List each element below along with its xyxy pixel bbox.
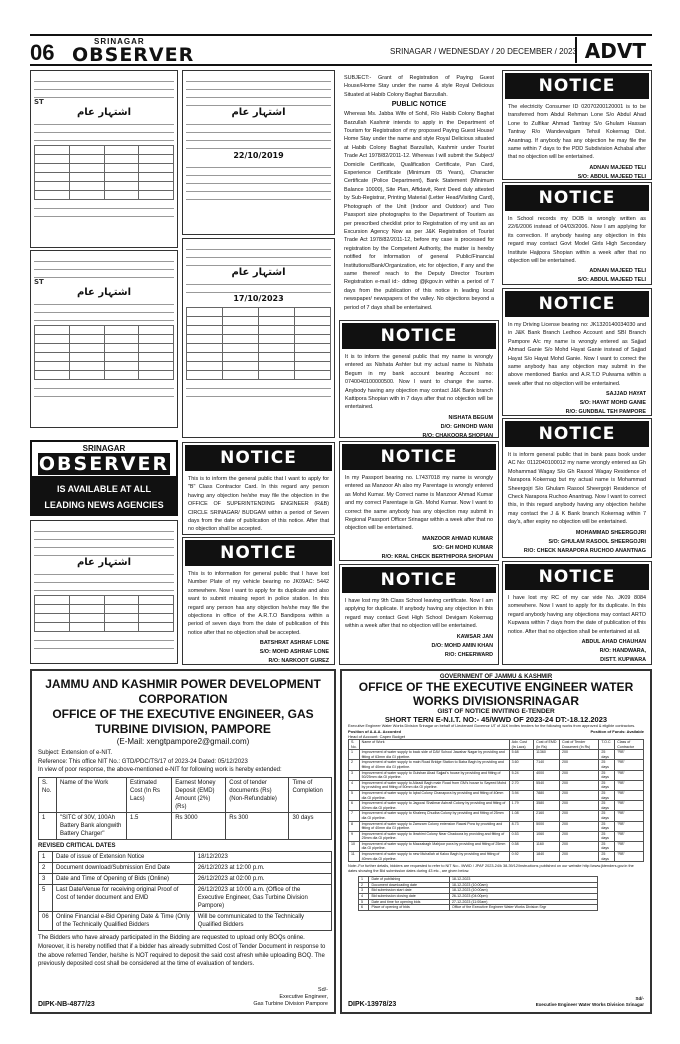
ww-schedule-cell: 2 [359,882,369,888]
ww-cell: "RB" [615,770,644,780]
notice-sig-3: R/O: CHAKOORA SHOPIAN [422,432,493,438]
notice-sig-2: S/O: MOHD ASHRAF LONE [259,649,329,656]
gt-signature [253,987,328,1008]
gt-col-header: Estimated Cost (In Rs Lacs) [127,777,172,812]
ww-cell: "RB" [615,821,644,831]
dateline: SRINAGAR / WEDNESDAY / 20 DECEMBER / 2023 [390,47,577,56]
ww-cell: 1060 [534,831,560,841]
ww-schedule-cell: 26-12-2023 (04:00pm) [449,894,597,900]
urdu-code: ST [34,98,44,106]
ww-cell: 1.79 [509,801,534,811]
page-header [30,34,652,66]
ww-cell: 1160 [534,841,560,851]
notice-sig-1: BATSHRAT ASHRAF LONE [259,640,329,647]
ww-cell: 11360 [534,750,560,760]
ww-cell: 5 [349,790,360,800]
notice-title: NOTICE [505,564,649,590]
urdu-notice-1 [30,70,178,248]
notice-sig-1: SAJJAD HAYAT [606,391,646,398]
table-row [349,801,644,811]
urdu-heading: اشتہار عام [76,287,132,298]
table-row [359,905,598,911]
table-row [349,760,644,770]
gt-date-cell: 26/12/2023 at 10:00 a.m. (Office of the Executive Engineer, Gas Turbine Division Pampore) [194,885,331,912]
urdu-notice-3 [182,70,335,235]
ww-cell: "RB" [615,852,644,862]
ww-cell: 7140 [534,760,560,770]
ww-pos-funds: Position of Funds: Available [590,729,644,734]
ww-schedule-cell: Bid submission start date [369,888,450,894]
ww-col-header: Cost of EMD (In Rs) [534,740,560,750]
gh-subject: SUBJECT:- Grant of Registration of Paying Guest House/Home Stay under the name & style Royal Delicious Situated at Habib Colony Baghat Barzullah. [344,75,494,98]
ww-cell: 25 days [599,760,615,770]
ww-cell: 1 [349,750,360,760]
ww-cell: 25 days [599,811,615,821]
notice-school-cert [339,564,499,665]
urdu-notice-4 [182,238,335,438]
notice-sig-2: S/O: ABDUL MAJEED TELI [577,173,646,180]
promo-text: IS AVAILABLE AT ALL LEADING NEWS AGENCIES [32,476,176,516]
ww-schedule-cell: 27-12-2023 (11:00am) [449,899,597,905]
notice-sig-3: R/O: NARKOOT GUREZ [268,658,329,665]
gt-date-cell: 5 [39,885,53,912]
notice-title: NOTICE [505,185,649,211]
gt-date-cell: 2 [39,863,53,874]
ww-dipk: DIPK-13978/23 [348,1001,397,1008]
notice-body: It is to inform the general public that my name is wrongly entered as Nishata Ashter but my actual name is Nishata Begum in my bank account bearing Account no: 0740040100000500. Now I want to change the same. Anybody having any objection may contact J&K Bank branch Kattipora Shopian with in 7 days after that no objection will be entertained. [345,354,493,411]
ww-cell: 25 days [599,852,615,862]
ww-cell: Improvement of water supply to Mazzabagh Mahjoor pora by providing and fitting of 25mm dia GI pipeline. [359,841,509,851]
ww-col-header: T.O.C [599,740,615,750]
gt-cell: 30 days [289,812,332,839]
notice-sig-2: S/O: GHULAM RASOOL SHEERGOJRI [548,538,646,545]
ww-schedule-cell: 1 [359,877,369,883]
urdu-notice-2 [30,250,178,428]
urdu-table [34,325,174,380]
notice-number-plate [182,537,335,665]
notice-pass-book [502,418,652,558]
notice-body: This is to inform the general public that I want to apply for "B" Class Contractor Card. In this regard any person having any objection he/she may file the objection in the OFFICE OF SUPERINTENDING ENGINEER (R&B) CIRCLE SRINAGAR/ BUDGAM within a period of Seven days from the date of publication of this notice. After that no objection shall be accepted. [188,476,329,533]
urdu-table [34,145,174,200]
urdu-date: 17/10/2023 [233,294,284,303]
ww-schedule-cell: Place of opening of bids [369,905,450,911]
ww-schedule-cell: Date of publishing [369,877,450,883]
gt-date-cell: Online Financial e-Bid Opening Date & Time (Only of the Technically Qualified Bidders [53,912,195,931]
ww-cell: 0.53 [509,831,534,841]
notice-sig-2: S/O: GH MOHD KUMAR [432,544,493,551]
gt-work-table [38,777,332,840]
gt-cell: Rs 300 [226,812,289,839]
ww-cell: "RB" [615,780,644,790]
gt-date-cell: 26/12/2023 at 02:00 p.m. [194,874,331,885]
urdu-heading: اشتہار عام [231,267,286,278]
ww-col-header: Class of Contractor [615,740,644,750]
ww-cell: 4000 [534,770,560,780]
ww-pos-aaa: Position of A.A.A. Accorded [348,729,402,734]
ww-cell: Improvement of water supply to main Road Bridge Station to Baba Bagh by providing and fitting of 40mm dia GI pipeline. [359,760,509,770]
notice-sig-2: S/O: ABDUL MAJEED TELI [577,277,646,284]
ww-cell: 200 [560,770,599,780]
ww-cell: "RB" [615,750,644,760]
gt-col-header: S. No. [39,777,57,812]
notice-body: The electricity Consumer ID 02070200120001 is to be transferred from Abdul Rehman Lone S/o Abdul Ahad Lone to Zulfikar Ahmad Tantray S/o Ghulam Hassan Tantray R/o Wandevalgam Tehsil Kokernag Dist. Anantnag. If anybody has any objection he may file the same within 7 days to the PDD Subdivision Achabal after that no objection will be entertained. [508,104,646,161]
notice-sig-1: MOHAMMAD SHEERGOJRI [575,529,646,536]
ww-cell: 3580 [534,801,560,811]
notice-sig-1: MANZOOR AHMAD KUMAR [422,535,493,542]
ww-schedule-cell: Bid submission closing date [369,894,450,900]
notice-body: I have lost my 9th Class School leaving certificate. Now I am applying for duplicate. If anybody having any objection in this regard may contact Govt High School Devigam Kokernag within a week after that no objection will be entertained. [345,598,493,630]
ww-title: OFFICE OF THE EXECUTIVE ENGINEER WATER WORKS DIVISIONSRINAGAR [358,680,634,708]
ww-schedule-cell: 5 [359,899,369,905]
ww-schedule-cell: 18-12-2023 (10:00am) [449,882,597,888]
ww-cell: 3.94 [509,790,534,800]
notice-dob [502,182,652,285]
ww-schedule-cell: 18-12-2023 (10:00am) [449,888,597,894]
urdu-notice-5 [30,520,178,664]
ww-cell: 25 days [599,750,615,760]
section-label: ADVT [575,37,652,63]
ww-cell: 6 [349,801,360,811]
ww-cell: Improvement of water supply to Iqbal Colony Chanapora by providing and fitting of 40mm dia GI pipeline. [359,790,509,800]
gt-cell: 1.5 [127,812,172,839]
ww-cell: 2.70 [509,780,534,790]
gt-date-cell: Document download/Submission End Date [53,863,195,874]
table-row [349,790,644,800]
table-row [349,841,644,851]
ww-col-header: Adv. Cost (In Lacs) [509,740,534,750]
ww-cell: 1840 [534,852,560,862]
notice-title: NOTICE [505,421,649,447]
notice-sig-3: R/O: GUNDBAL TEH PAMPORE [565,409,646,416]
urdu-table [186,307,331,380]
ww-cell: 3.60 [509,760,534,770]
ww-cell: 8.73 [509,821,534,831]
gt-date-cell: 18/12/2023 [194,852,331,863]
gt-subject: Subject: Extension of e-NIT. [38,750,113,756]
ww-sig-line: Sd/- [635,996,644,1001]
notice-sig-1: NISHATA BEGUM [448,414,493,421]
notice-sig-2: R/O: HANDWARA, [599,648,646,655]
gt-date-cell: Will be communicated to the Technically Qualified Bidders [194,912,331,931]
ww-intro: Executive Engineer Water Works Division Srinagar on behalf of Lieutenant Governor UT of J&K invites tenders for the following works from approved & eligible contractors. [348,724,636,728]
notice-title: NOTICE [342,444,496,470]
ww-cell: Improvement of water supply to Khaleeq Chudba Colony by providing and fitting of 25mm dia GI pipeline. [359,811,509,821]
notice-sig-3: R/O: KRAL CHECK BERTHIPORA SHOPIAN [381,553,493,560]
ww-cell: 5540 [534,780,560,790]
gh-body: Whereas Ms. Jabba Wife of Sohil, R/o Habib Colony Baghat Barzullah Kashmir intends to apply in the Department of Tourism for Registration of my proposed Paying Guest House/ Home Stay under the name and style Royal Delicious situated at Habib Colony Baghat Barzullah, Kashmir under Tourist Trade Act 1978/82/2011-12. Whereas I will submit the Subject/ Domicile Certificate, Qualification Certificate, Pan Card, Experience Certificate (Minimum 05 Years), Character Certificate (Police Department), Bank Statement (Minimum Balance 10000), Site Plan, Affidavit, Rent Deed duly attested by Sub-Registrar, Printing Material (Letter Head/Visiting Card), Photograph of the Unit (Indoor and Outdoor) and Two Passport size photographs to the Department of Tourism as per prescribed checklist prior to Registration of my unit as an Excursion Agency Now as per J&K Registration of Tourist Trade Act 1978/82/2011-12, before my case is processed for registration by the Competent Authority, the matter is hereby notified for information of general Public/Financial Institutions/Bank/Organization, etc for objection, if any and the same thereof reach to the Deputy Director Tourism Registration e-mail id:- ddtreg @jkgov.in within a period of 7 days from the publication of this notice in leading local newspaper/ newspapers of the valley. No objections beyond a period of 7 days shall be entertained. [344,111,494,311]
ww-col-header: S. No. [349,740,360,750]
ww-cell: Improvement of water supply to Jagoosi Shalimar Ashrafi Colony by providing and fitting of 40mm dia GI pipeline. [359,801,509,811]
table-row [349,811,644,821]
promo-small: SRINAGAR [82,444,126,453]
gt-col-header: Name of the Work [57,777,127,812]
gt-sig-line: Gas Turbine Division Pampore [253,1001,328,1007]
ww-cell: "RB" [615,790,644,800]
ww-cell: "RB" [615,760,644,770]
notice-bank-name [339,320,499,438]
gt-date-cell: Date and Time of Opening of Bids (Online) [53,874,195,885]
notice-title: NOTICE [505,73,649,99]
gt-date-cell: Date of issue of Extension Notice [53,852,195,863]
ww-cell: 10 [349,841,360,851]
notice-body: In my Passport bearing no. L7437018 my name is wrongly entered as Manzoor Ah also my Parentage is wrongly entered as Mohd Kumar. My Correct name is Manzoor Ahmad Kumar and my correct Parentage is Gh. Mohd Kumar. Now I want to correct the same anybody has any objection may submit in Regional Passport Officer Srinagar within a week after that no objection will be entertained. [345,475,493,532]
ww-sig-line: Executive Engineer Water Works Division Srinagar [535,1002,644,1007]
ww-cell: 200 [560,811,599,821]
ww-schedule-cell: 18-12-2023 [449,877,597,883]
ww-cell: Improvement of water supply to Ibrahimi Colony Near Chadoora by providing and fitting of 25mm dia GI pipeline. [359,831,509,841]
ww-cell: 5.24 [509,770,534,780]
notice-title: NOTICE [342,323,496,349]
gt-cell: "SITC of 30V, 100Ah Battery Bank alongwith Battery Charger" [57,812,127,839]
gt-intro: In view of poor response, the above-mentioned e-NIT for following work is hereby extended: [38,767,282,774]
gt-col-header: Time of Completion [289,777,332,812]
table-row [349,852,644,862]
ww-cell: Improvement of water supply to Alizadi Bagh main Road from GM's house to Sayeed Mohd by providing and fitting of 50mm dia GI pipeline. [359,780,509,790]
ww-cell: 5000 [534,821,560,831]
ww-cell: 7880 [534,790,560,800]
gt-cell: 1 [39,812,57,839]
notice-rc-lost [502,561,652,665]
notice-sig-3: R/O: CHECK NARAPORA RUCHOO ANANTNAG [523,547,646,554]
ww-cell: 200 [560,801,599,811]
gt-dipk: DIPK-NB-4877/23 [38,1001,95,1008]
ww-cell: 25 days [599,790,615,800]
ww-cell: 200 [560,760,599,770]
gt-email: (E-Mail: xengtpampore2@gmail.com) [116,737,250,746]
ww-cell: "RB" [615,801,644,811]
ww-schedule-table [358,876,598,911]
table-row [349,831,644,841]
table-row [349,770,644,780]
ww-cell: 4 [349,780,360,790]
notice-title: NOTICE [505,291,649,317]
ww-cell: 0.58 [509,841,534,851]
gt-col-header: Cost of tender documents (Rs) (Non-Refundable) [226,777,289,812]
ww-cell: 25 days [599,770,615,780]
urdu-date: 22/10/2019 [233,151,284,160]
ww-cell: "RB" [615,831,644,841]
notice-driving-license [502,288,652,416]
ww-cell: 200 [560,821,599,831]
ww-cell: 25 days [599,831,615,841]
ww-cell: 200 [560,852,599,862]
gt-footer: The Bidders who have already participated in the Bidding are requested to upload only BOQs online. Moreover, it is hereby notified that if a bidder has already submitted Cost of Tender Document in response to the above referred Tender, he/she is NOT required to deposit the said cost afresh while uploading BOQ. The previously deposited cost shall be considered at the time of evaluation of tenders. [38,935,326,968]
table-row [349,821,644,831]
ww-schedule-cell: Office of the Executive Engineer Water Works Division Srgr [449,905,597,911]
masthead [72,38,194,65]
ww-govt: GOVERNMENT OF JAMMU & KASHMIR [439,674,553,680]
urdu-code: ST [34,278,44,286]
promo-big: OBSERVER [38,453,170,475]
guest-house-notice [339,70,499,318]
gt-dates-table [38,851,332,931]
ww-schedule-cell: 4 [359,894,369,900]
ww-cell: "RB" [615,841,644,851]
ww-cell: Improvement of water supply to Zamzam Colony extension Rawal Pora by providing and fitting of 40mm dia GI pipeline. [359,821,509,831]
water-works-tender [340,669,652,1014]
gt-reference: Reference: This office NIT No.: GTD/PDC/TS/17 of 2023-24 Dated: 05/12/2023 [38,758,248,765]
gt-cell: Rs 3000 [172,812,226,839]
ww-cell: "RB" [615,811,644,821]
notice-sig-2: D/O: MOHD AMIN KHAN [431,642,493,649]
gt-date-cell: 1 [39,852,53,863]
ww-cell: 25 days [599,841,615,851]
ww-cell: 25 days [599,780,615,790]
notice-title: NOTICE [185,445,332,471]
notice-contractor-card [182,442,335,535]
gt-sig-line: Executive Engineer, [279,994,328,1000]
observer-promo [30,440,178,516]
notice-sig-1: ADNAN MAJEED TELI [589,268,646,275]
gas-turbine-tender [30,669,336,1014]
notice-sig-3: R/O: CHEERWARD [444,651,493,658]
ww-cell: 200 [560,790,599,800]
ww-cell: 2 [349,760,360,770]
ww-schedule-cell: Document downloading date [369,882,450,888]
notice-body: In School records my DOB is wrongly written as 22/6/2006 instead of 04/03/2006. Now I am applying for its correction. If anybody having any objection in this regard may contact Govt Model Girls High Secondary Institute Hajipora Shopian within a week after that no objection will be entertained. [508,216,646,265]
ww-cell: 200 [560,780,599,790]
ww-cell: 0.92 [509,852,534,862]
ww-schedule-cell: Date and time for opening bids [369,899,450,905]
urdu-heading: اشتہار عام [76,557,132,568]
notice-sig-1: ADNAN MAJEED TELI [589,164,646,171]
gt-title-1: JAMMU AND KASHMIR POWER DEVELOPMENT CORPORATION [45,677,321,706]
notice-body: It is inform general public that in bank pass book under AC No: 0112040100012 my name wrongly entered as Gh Mohammad Wagay S/o Gh Rasool Wagay Residence of Narapora Kokernag but my actual name is Mohammad Sheergojri S/o Ghulam Rasool Sheergojri Residence of Check Narapora Ruchoo Anantnag. Now I want to correct this, in this regard anybody having any objection he/she may contact the J & K Bank branch Kokernag within 7 day's, after expiry no objection will be entertained. [508,452,646,526]
notice-title: NOTICE [342,567,496,593]
table-row [349,750,644,760]
ww-cell: 200 [560,831,599,841]
ww-cell: Improvement of water supply to back side of DAV School Jawahar Nagar by providing and fitting of 63mm dia GI pipeline. [359,750,509,760]
notice-sig-2: S/O: HAYAT MOHD GANIE [579,400,646,407]
gt-date-cell: Last Date/Venue for receiving original Proof of Cost of tender document and EMD [53,885,195,912]
ww-cell: Improvement of water supply to Gulshan Ahad Sajjad's house by providing and fitting of 50/25mm dia GI pipeline. [359,770,509,780]
ww-cell: 11 [349,852,360,862]
notice-title: NOTICE [185,540,332,566]
ww-gist: GIST OF NOTICE INVITING E-TENDER [437,708,555,715]
gt-title-2: OFFICE OF THE EXECUTIVE ENGINEER, GAS TURBINE DIVISION, PAMPORE [52,707,314,736]
ww-note: Note:-For further details, bidders are requested to refer to NIT No:- /WWD / JPAF 2023-24/k 38-39/12/Instructions published on our website http://www.jktenders.gov.in the dates showing the Bid submission dates during 43 etc., are given below. [348,864,634,874]
gt-col-header: Earnest Money Deposit (EMD) Amount (2%) (Rs) [172,777,226,812]
urdu-table [34,595,174,632]
ww-works-table [348,739,644,862]
ww-cell: 8 [349,821,360,831]
gt-date-cell: 06 [39,912,53,931]
urdu-heading: اشتہار عام [76,107,132,118]
ww-cell: 25 days [599,801,615,811]
gt-revised-title: REVISED CRITICAL DATES [38,842,116,849]
notice-body: I have lost my RC of my car vide No. JK09 8084 somewhere. Now I want to apply for its duplicate. In this regard anybody having any objections may contact ARTO Kupwara within 7 days from the date of publication of this notice. After that no objection shall be entertained at all. [508,595,646,635]
ww-signature [536,996,644,1008]
notice-passport [339,441,499,561]
ww-cell: 5.68 [509,750,534,760]
masthead-small: SRINAGAR [94,37,145,46]
ww-cell: 2160 [534,811,560,821]
gh-title: PUBLIC NOTICE [391,101,447,109]
notice-sig-1: ABDUL AHAD CHAUHAN [581,639,646,646]
ww-cell: 200 [560,750,599,760]
masthead-large: OBSERVER [72,44,195,66]
ww-cell: 9 [349,831,360,841]
ww-schedule-cell: 6 [359,905,369,911]
ww-cell: 1.08 [509,811,534,821]
ww-short: SHORT TERN E-N.I.T. NO:- 45/WWD OF 2023-24 DT:-18.12.2023 [384,715,608,724]
ww-col-header: Cost of Tender Document (In Rs) [560,740,599,750]
notice-sig-3: DISTT. KUPWARA [600,657,646,664]
urdu-heading: اشتہار عام [231,107,286,118]
ww-col-header: Name of Work [359,740,509,750]
ww-cell: 3 [349,770,360,780]
ww-schedule-cell: 3 [359,888,369,894]
notice-sig-2: D/O: GHNOHD WANI [440,423,493,430]
gt-date-cell: 3 [39,874,53,885]
ww-cell: Improvement of water supply to new Muhallah at Kaloo Bagh by providing and fitting of 40mm dia GI pipeline. [359,852,509,862]
notice-electricity [502,70,652,180]
gt-sig-line: Sd/- [317,987,328,993]
ww-cell: 200 [560,841,599,851]
notice-body: This is to information for general public that I have lost Number Plate of my vehicle bearing no JK09AC: 5442 somewhere. Now I want to apply for its duplicate and also want to submit missing report in police station. In this regard any person has any objection he/she may file the objections in office of the A.R.T.O Bandipora within a period of seven days from the date of publication of this notice after that no objection shall be accepted. [188,571,329,636]
ww-budget: Head of Account: Capex Budget [348,734,405,739]
ww-cell: 25 days [599,821,615,831]
gt-date-cell: 26/12/2023 at 12:00 p.m. [194,863,331,874]
notice-sig-1: KAWSAR JAN [456,633,493,640]
ww-cell: 7 [349,811,360,821]
page-number: 06 [30,40,55,65]
table-row [349,780,644,790]
notice-body: In my Driving License bearing no: JK1320140034030 and in J&K Bank Branch Ledhoo Account and SBI Branch Pampore A/c my name is wrongly entered as Sajjad Ahmad Ganie S/o Mohd Hayat Ganie instead of Sajjad Hayat S/o Hayat Mohd Ganie. Now I want to correct the same anybody has any objection may submit in the above mentioned Banks and A.R.T.O Pulwama within a week after that no objection will be entertained. [508,322,646,387]
